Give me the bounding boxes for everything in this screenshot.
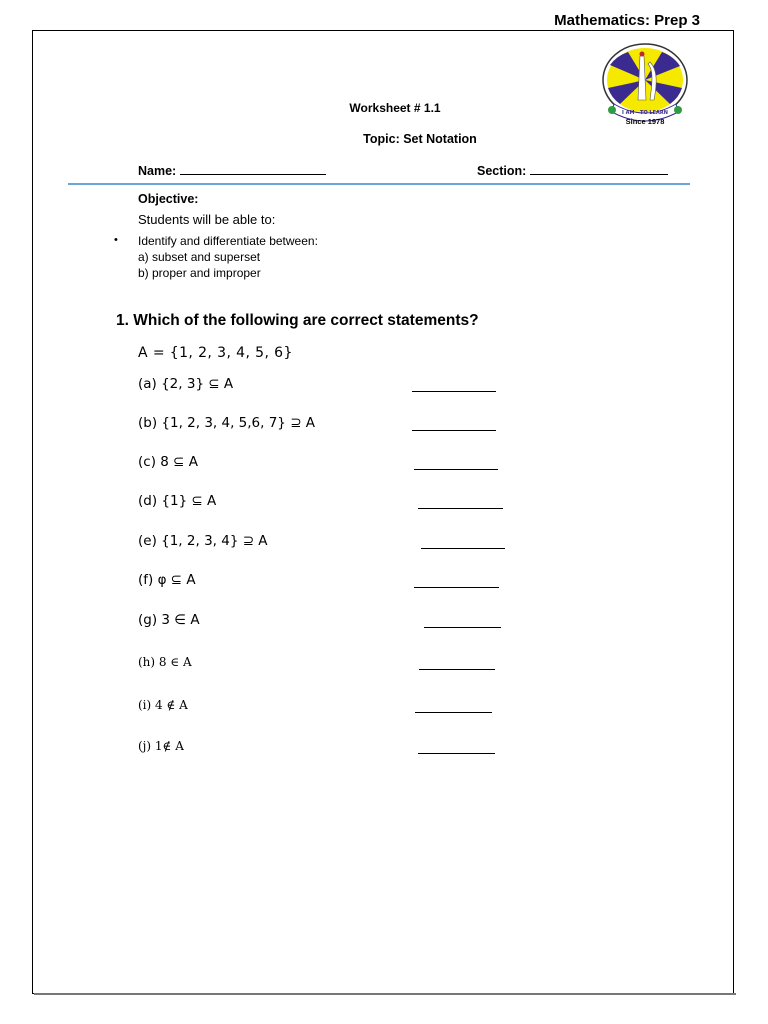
statement-j: (j) 1∉ A <box>138 739 184 753</box>
answer-blank-e[interactable] <box>421 548 505 549</box>
section-label: Section: <box>477 164 527 178</box>
statement-b: (b) {1, 2, 3, 4, 5,6, 7} ⊇ A <box>138 415 316 431</box>
answer-blank-j[interactable] <box>418 753 495 754</box>
section-row <box>477 162 668 178</box>
statement-c: (c) 8 ⊆ A <box>138 454 198 470</box>
question-title: 1. Which of the following are correct statements? <box>116 312 479 329</box>
worksheet-topic: Topic: Set Notation <box>363 132 477 146</box>
answer-blank-b[interactable] <box>412 430 496 431</box>
answer-blank-g[interactable] <box>424 627 501 628</box>
objective-bullet: • <box>114 234 118 246</box>
statement-d: (d) {1} ⊆ A <box>138 493 217 509</box>
objective-list <box>138 233 318 281</box>
statement-a: (a) {2, 3} ⊆ A <box>138 376 234 392</box>
page-border-shadow <box>34 993 736 995</box>
answer-blank-c[interactable] <box>414 469 498 470</box>
statement-g: (g) 3 ∈ A <box>138 612 200 628</box>
answer-blank-a[interactable] <box>412 391 496 392</box>
answer-blank-d[interactable] <box>418 508 503 509</box>
objective-line: Identify and differentiate between: <box>138 234 318 248</box>
objective-intro: Students will be able to: <box>138 212 276 227</box>
name-label: Name: <box>138 164 177 178</box>
answer-blank-i[interactable] <box>415 712 492 713</box>
page-header-title: Mathematics: Prep 3 <box>554 12 700 29</box>
statement-e: (e) {1, 2, 3, 4} ⊇ A <box>138 533 268 549</box>
statement-i: (i) 4 ∉ A <box>138 698 188 712</box>
worksheet-number: Worksheet # 1.1 <box>349 101 441 115</box>
set-definition: A = {1, 2, 3, 4, 5, 6} <box>138 345 293 361</box>
answer-blank-h[interactable] <box>419 669 495 670</box>
statement-h: (h) 8 ∈ A <box>138 655 192 669</box>
statement-f: (f) φ ⊆ A <box>138 572 196 588</box>
logo-motto: I AM - TO LEARN <box>622 110 668 116</box>
objective-heading: Objective: <box>138 192 199 206</box>
objective-line: b) proper and improper <box>138 266 261 280</box>
name-row <box>138 162 326 178</box>
name-field[interactable] <box>180 162 326 175</box>
section-field[interactable] <box>530 162 668 175</box>
objective-line: a) subset and superset <box>138 250 261 264</box>
logo-since-text: Since 1978 <box>625 117 665 126</box>
header-divider <box>68 183 690 185</box>
answer-blank-f[interactable] <box>414 587 499 588</box>
